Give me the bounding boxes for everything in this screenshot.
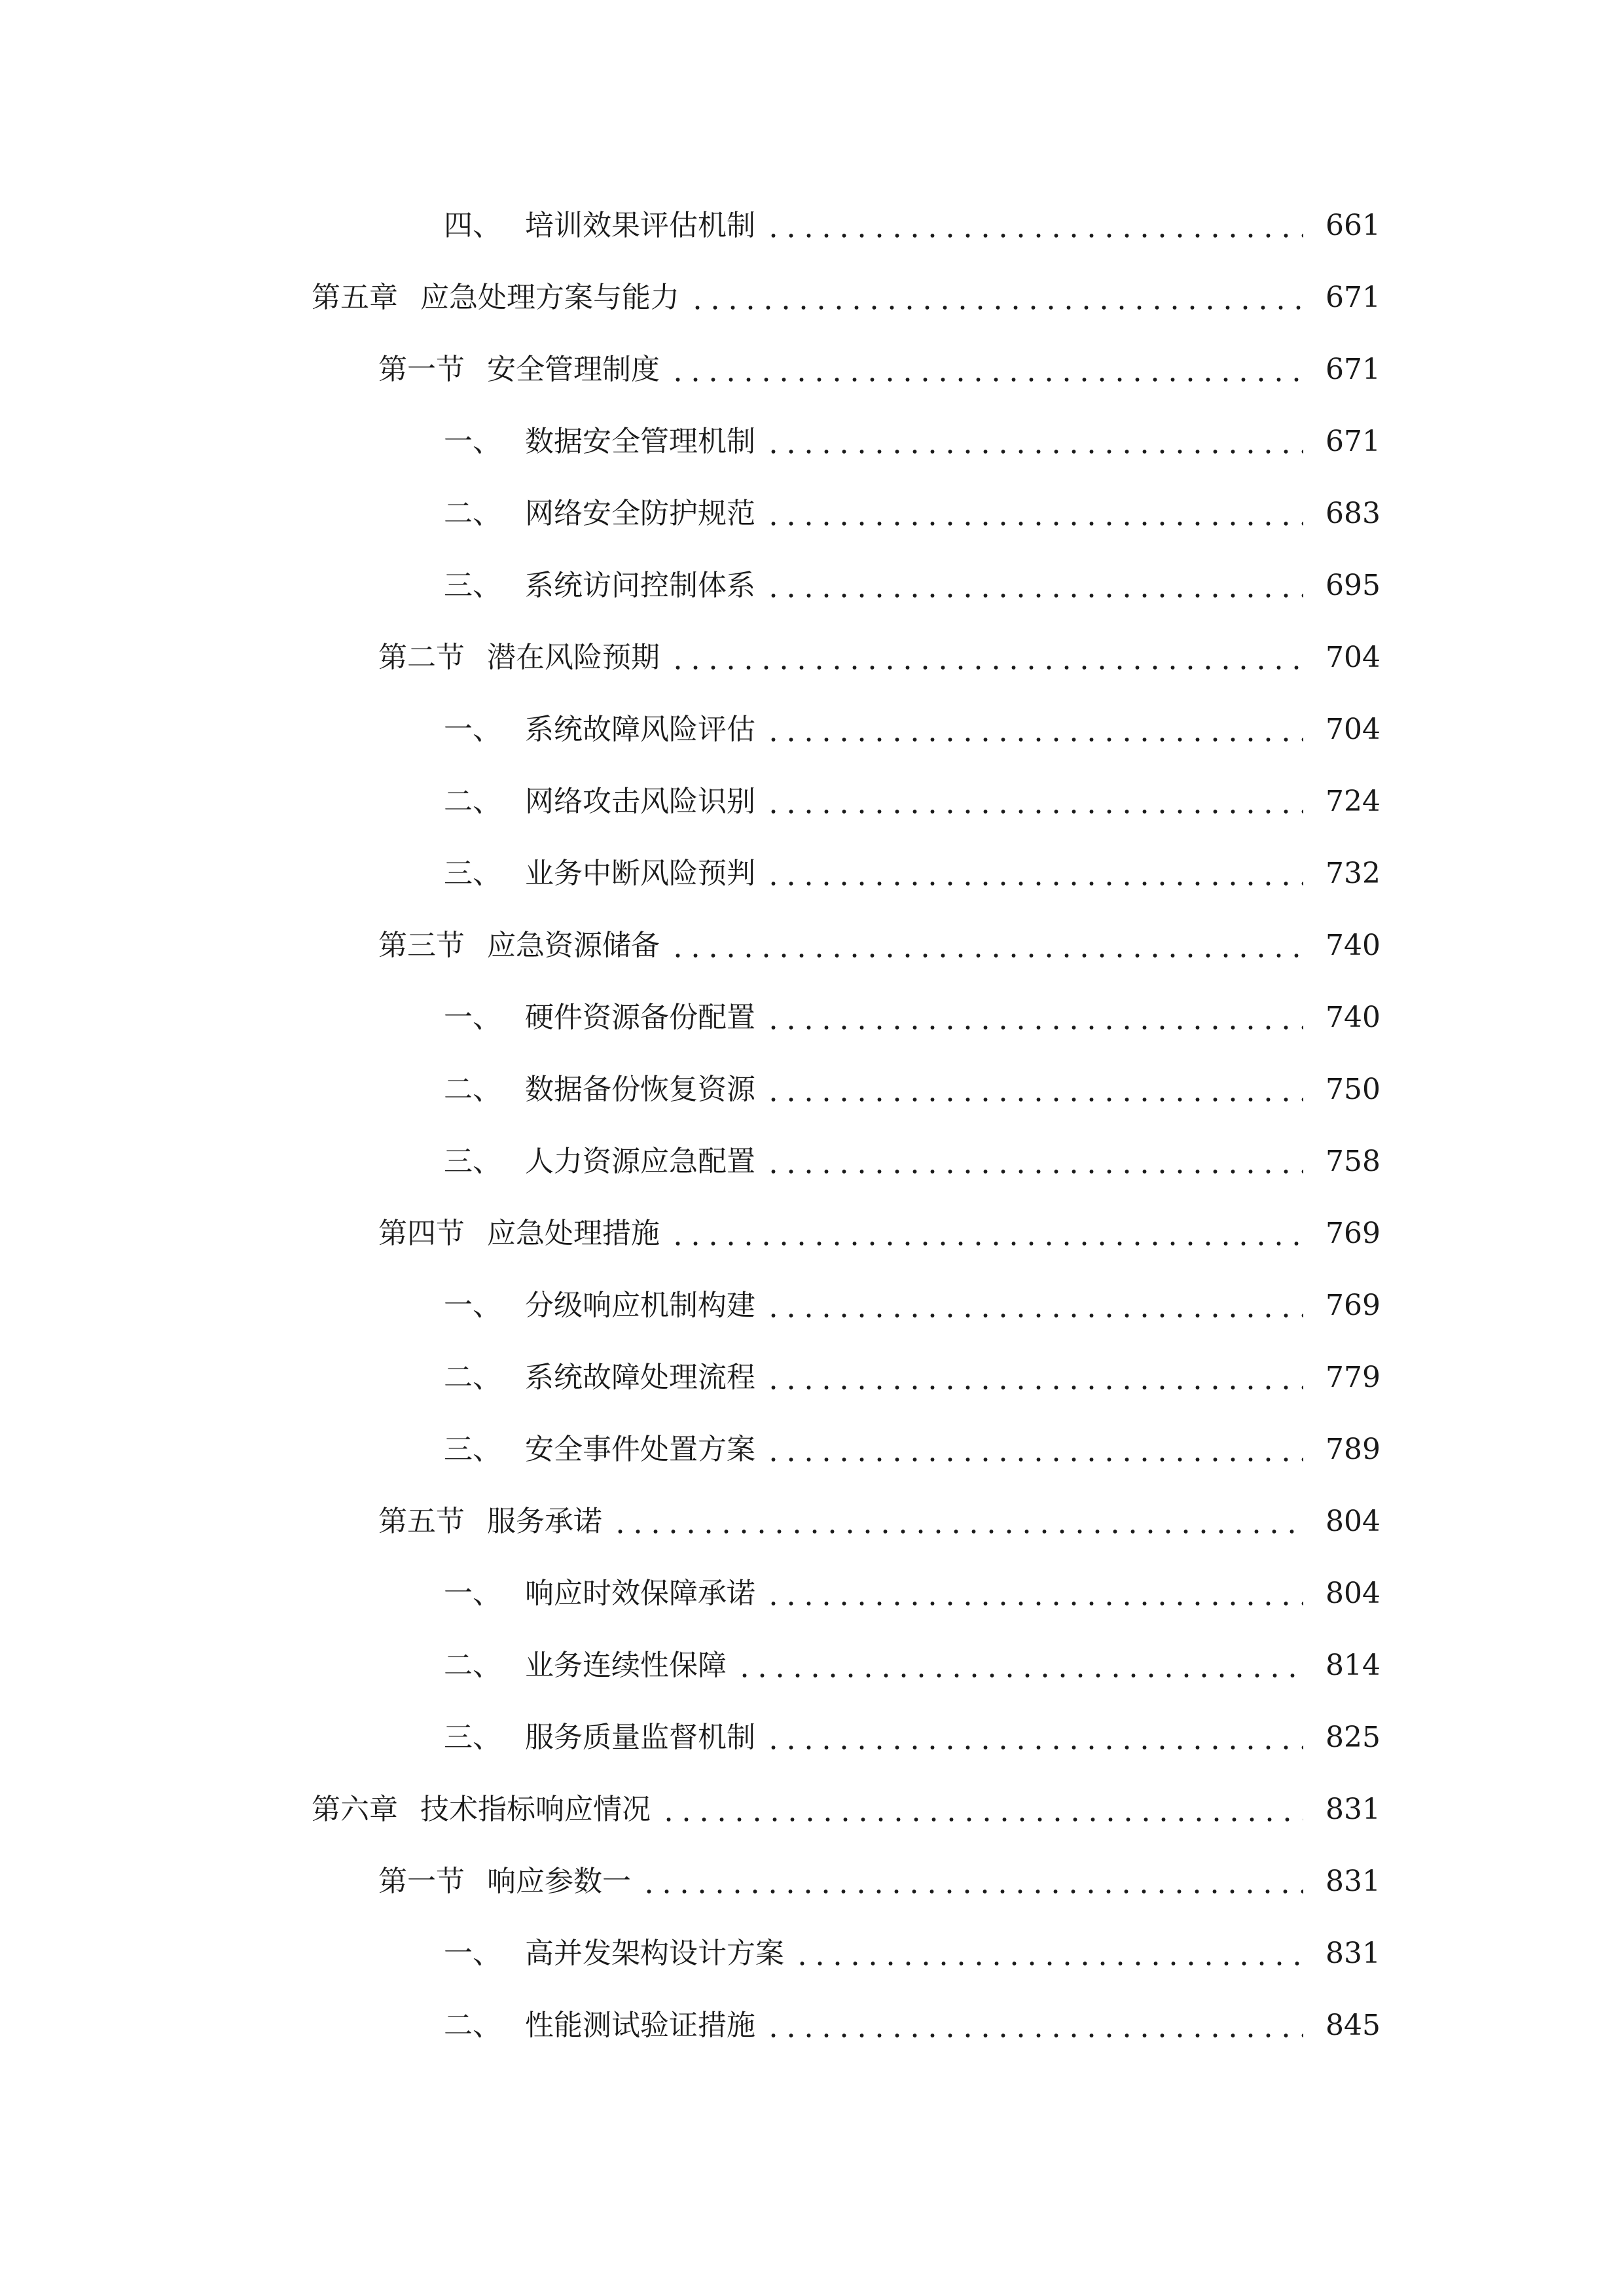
toc-entry[interactable]	[0, 982, 1624, 1054]
entry-number: 三、	[444, 857, 501, 890]
entry-page-number: 740	[1326, 1001, 1380, 1034]
entry-number: 一、	[444, 713, 501, 746]
section-title: 服务承诺	[487, 1505, 602, 1538]
entry-title: 高并发架构设计方案	[525, 1937, 784, 1970]
entry-title: 硬件资源备份配置	[525, 1001, 755, 1034]
entry-title: 系统访问控制体系	[525, 569, 755, 602]
toc-entry[interactable]	[0, 1990, 1624, 2062]
entry-page-number: 671	[1326, 425, 1380, 458]
chapter-title: 应急处理方案与能力	[420, 281, 679, 314]
dot-leader	[793, 1939, 1303, 1968]
toc-entry[interactable]	[0, 478, 1624, 550]
entry-number: 一、	[444, 1001, 501, 1034]
toc-entry[interactable]	[0, 910, 1624, 982]
entry-page-number: 661	[1326, 209, 1380, 242]
entry-number: 二、	[444, 1649, 501, 1682]
section-number: 第五节	[378, 1505, 465, 1538]
entry-page-number: 779	[1326, 1361, 1380, 1394]
dot-leader	[669, 1219, 1303, 1248]
dot-leader	[765, 787, 1303, 816]
toc-entry[interactable]	[0, 1198, 1624, 1270]
entry-number: 四、	[444, 209, 501, 242]
toc-entry[interactable]	[0, 1342, 1624, 1414]
toc-entry[interactable]	[0, 1126, 1624, 1198]
dot-leader	[660, 1795, 1303, 1824]
entry-page-number: 683	[1326, 497, 1380, 530]
toc-entry[interactable]	[0, 190, 1624, 262]
entry-page-number: 825	[1326, 1721, 1380, 1754]
chapter-title: 技术指标响应情况	[420, 1793, 651, 1826]
table-of-contents	[0, 190, 1624, 2062]
section-number: 第二节	[378, 641, 465, 674]
dot-leader	[765, 1075, 1303, 1104]
entry-title: 系统故障风险评估	[525, 713, 755, 746]
entry-number: 二、	[444, 1073, 501, 1106]
dot-leader	[611, 1507, 1303, 1536]
entry-page-number: 804	[1326, 1577, 1380, 1610]
entry-page-number: 831	[1326, 1793, 1380, 1826]
entry-page-number: 704	[1326, 713, 1380, 746]
entry-title: 响应时效保障承诺	[525, 1577, 755, 1610]
dot-leader	[689, 283, 1303, 312]
section-title: 应急处理措施	[487, 1217, 660, 1250]
dot-leader	[765, 499, 1303, 528]
entry-number: 二、	[444, 497, 501, 530]
section-title: 安全管理制度	[487, 353, 660, 386]
section-number: 第四节	[378, 1217, 465, 1250]
section-number: 第一节	[378, 1865, 465, 1898]
section-title: 响应参数一	[487, 1865, 631, 1898]
dot-leader	[765, 715, 1303, 744]
section-number: 第三节	[378, 929, 465, 962]
entry-page-number: 704	[1326, 641, 1380, 674]
entry-title: 性能测试验证措施	[525, 2009, 755, 2042]
toc-entry[interactable]	[0, 838, 1624, 910]
entry-number: 三、	[444, 569, 501, 602]
dot-leader	[669, 643, 1303, 672]
toc-entry[interactable]	[0, 622, 1624, 694]
toc-entry[interactable]	[0, 550, 1624, 622]
section-number: 第一节	[378, 353, 465, 386]
dot-leader	[765, 1003, 1303, 1032]
entry-page-number: 750	[1326, 1073, 1380, 1106]
entry-page-number: 758	[1326, 1145, 1380, 1178]
entry-number: 一、	[444, 1577, 501, 1610]
toc-entry[interactable]	[0, 262, 1624, 334]
dot-leader	[765, 1435, 1303, 1464]
entry-page-number: 671	[1326, 353, 1380, 386]
entry-page-number: 732	[1326, 857, 1380, 890]
chapter-number: 第六章	[312, 1793, 398, 1826]
dot-leader	[765, 1579, 1303, 1608]
dot-leader	[669, 931, 1303, 960]
entry-number: 一、	[444, 1289, 501, 1322]
dot-leader	[765, 2011, 1303, 2040]
toc-entry[interactable]	[0, 1846, 1624, 1918]
entry-number: 二、	[444, 785, 501, 818]
dot-leader	[765, 1291, 1303, 1320]
entry-page-number: 769	[1326, 1289, 1380, 1322]
toc-entry[interactable]	[0, 766, 1624, 838]
entry-number: 一、	[444, 425, 501, 458]
entry-number: 三、	[444, 1433, 501, 1466]
entry-page-number: 724	[1326, 785, 1380, 818]
entry-page-number: 769	[1326, 1217, 1380, 1250]
entry-title: 数据备份恢复资源	[525, 1073, 755, 1106]
entry-number: 二、	[444, 1361, 501, 1394]
dot-leader	[765, 1723, 1303, 1752]
dot-leader	[669, 355, 1303, 384]
dot-leader	[765, 1363, 1303, 1392]
entry-title: 服务质量监督机制	[525, 1721, 755, 1754]
entry-number: 三、	[444, 1721, 501, 1754]
dot-leader	[736, 1651, 1303, 1680]
toc-entry[interactable]	[0, 1558, 1624, 1630]
toc-entry[interactable]	[0, 1486, 1624, 1558]
dot-leader	[765, 859, 1303, 888]
entry-page-number: 804	[1326, 1505, 1380, 1538]
chapter-number: 第五章	[312, 281, 398, 314]
toc-entry[interactable]	[0, 1702, 1624, 1774]
dot-leader	[765, 211, 1303, 240]
entry-page-number: 831	[1326, 1937, 1380, 1970]
dot-leader	[640, 1867, 1303, 1896]
toc-entry[interactable]	[0, 334, 1624, 406]
entry-title: 分级响应机制构建	[525, 1289, 755, 1322]
entry-title: 人力资源应急配置	[525, 1145, 755, 1178]
toc-entry[interactable]	[0, 1414, 1624, 1486]
entry-title: 安全事件处置方案	[525, 1433, 755, 1466]
entry-page-number: 831	[1326, 1865, 1380, 1898]
entry-title: 培训效果评估机制	[525, 209, 755, 242]
entry-number: 一、	[444, 1937, 501, 1970]
toc-entry[interactable]	[0, 1774, 1624, 1846]
toc-entry[interactable]	[0, 1270, 1624, 1342]
entry-number: 三、	[444, 1145, 501, 1178]
toc-entry[interactable]	[0, 406, 1624, 478]
entry-page-number: 695	[1326, 569, 1380, 602]
section-title: 潜在风险预期	[487, 641, 660, 674]
entry-title: 数据安全管理机制	[525, 425, 755, 458]
entry-page-number: 845	[1326, 2009, 1380, 2042]
entry-title: 系统故障处理流程	[525, 1361, 755, 1394]
dot-leader	[765, 427, 1303, 456]
section-title: 应急资源储备	[487, 929, 660, 962]
entry-title: 网络安全防护规范	[525, 497, 755, 530]
dot-leader	[765, 571, 1303, 600]
entry-page-number: 789	[1326, 1433, 1380, 1466]
dot-leader	[765, 1147, 1303, 1176]
toc-entry[interactable]	[0, 1630, 1624, 1702]
entry-title: 网络攻击风险识别	[525, 785, 755, 818]
entry-title: 业务连续性保障	[525, 1649, 727, 1682]
toc-entry[interactable]	[0, 694, 1624, 766]
entry-page-number: 740	[1326, 929, 1380, 962]
entry-title: 业务中断风险预判	[525, 857, 755, 890]
entry-page-number: 814	[1326, 1649, 1380, 1682]
toc-entry[interactable]	[0, 1918, 1624, 1990]
toc-entry[interactable]	[0, 1054, 1624, 1126]
entry-page-number: 671	[1326, 281, 1380, 314]
entry-number: 二、	[444, 2009, 501, 2042]
